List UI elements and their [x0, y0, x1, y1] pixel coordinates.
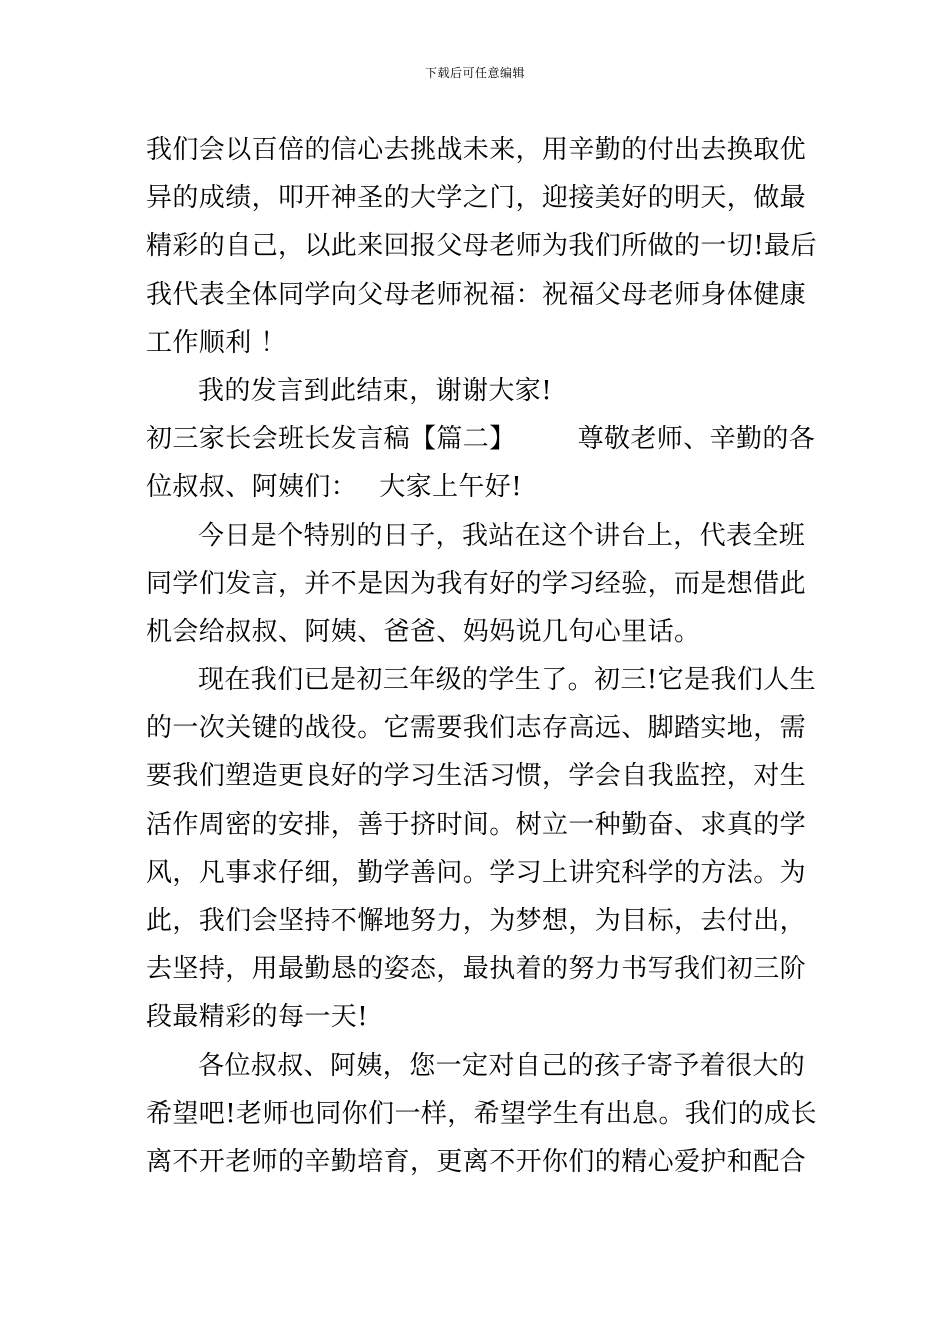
document-body [146, 126, 817, 1186]
text-line: 精彩的自己，以此来回报父母老师为我们所做的一切!最后 [146, 231, 817, 262]
text-line: 要我们塑造更良好的学习生活习惯，学会自我监控，对生 [146, 761, 807, 792]
text-line: 段最精彩的每一天! [146, 1002, 369, 1033]
page-header: 下载后可任意编辑 [424, 66, 525, 80]
text-line: 我代表全体同学向父母老师祝福：祝福父母老师身体健康 [146, 279, 807, 310]
salutation-line [146, 463, 810, 511]
salutation-part-1: 尊敬老师、辛勤的各 [577, 424, 816, 455]
text-line: 机会给叔叔、阿姨、爸爸、妈妈说几句心里话。 [146, 616, 701, 647]
text-line: 希望吧!老师也同你们一样，希望学生有出息。我们的成长 [146, 1098, 817, 1129]
text-line: 此，我们会坚持不懈地努力，为梦想，为目标，去付出， [146, 906, 807, 936]
text-line: 风，凡事求仔细，勤学善问。学习上讲究科学的方法。为 [146, 857, 807, 888]
paragraph-start-line: 今日是个特别的日子，我站在这个讲台上，代表全班 [198, 520, 806, 551]
paragraph-start-line: 各位叔叔、阿姨，您一定对自己的孩子寄予着很大的 [198, 1050, 806, 1081]
text-line: 离不开老师的辛勤培育，更离不开你们的精心爱护和配合 [146, 1146, 807, 1177]
text-line: 去坚持，用最勤恳的姿态，最执着的努力书写我们初三阶 [146, 954, 807, 985]
section-title: 初三家长会班长发言稿【篇二】 [146, 424, 516, 455]
paragraph-start-line: 现在我们已是初三年级的学生了。初三!它是我们人生 [198, 665, 817, 696]
greeting: 大家上午好! [379, 472, 523, 503]
text-line: 的一次关键的战役。它需要我们志存高远、脚踏实地，需 [146, 713, 807, 744]
text-line: 我们会以百倍的信心去挑战未来，用辛勤的付出去换取优 [146, 135, 807, 165]
salutation-part-2: 位叔叔、阿姨们： [146, 472, 358, 503]
text-line: 同学们发言，并不是因为我有好的学习经验，而是想借此 [146, 568, 807, 599]
closing-line: 我的发言到此结束，谢谢大家! [198, 375, 553, 406]
section-heading-line [146, 415, 816, 463]
text-line: 工作顺利 ！ [146, 327, 287, 358]
text-line: 异的成绩，叩开神圣的大学之门，迎接美好的明天，做最 [146, 183, 807, 214]
text-line: 活作周密的安排，善于挤时间。树立一种勤奋、求真的学 [146, 809, 807, 840]
